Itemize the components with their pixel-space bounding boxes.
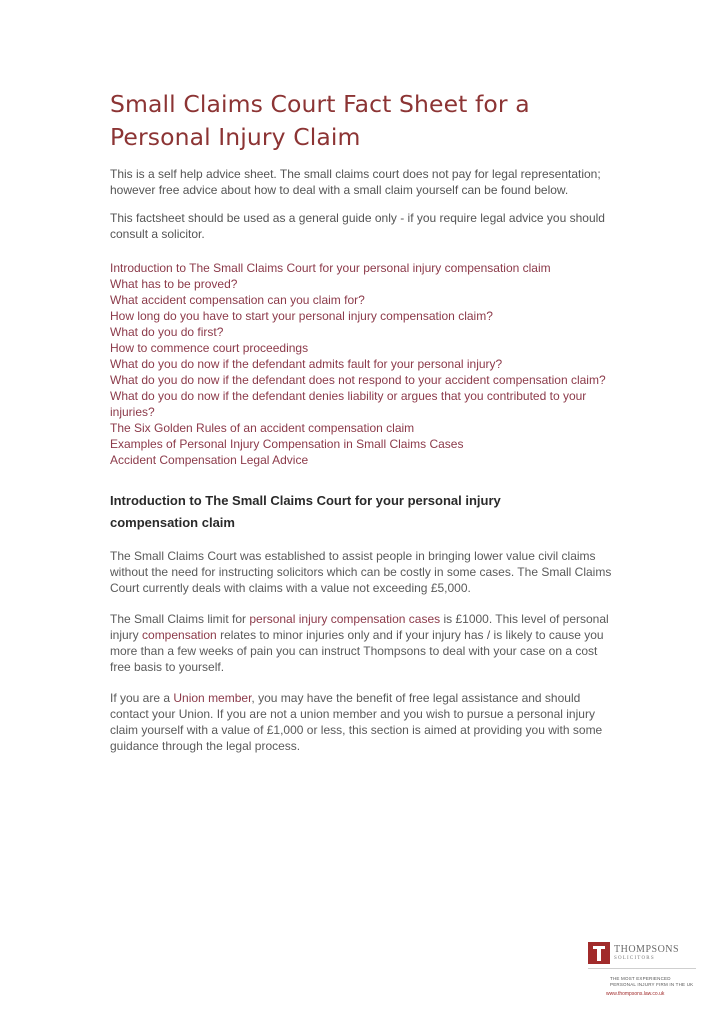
toc-link-what-compensation[interactable]: What accident compensation can you claim for? [110,293,365,307]
intro-paragraph-2: This factsheet should be used as a general guide only - if you require legal advice you should consult a solicitor. [110,211,605,241]
toc-link-legal-advice[interactable]: Accident Compensation Legal Advice [110,453,309,467]
toc-link-defendant-admits[interactable]: What do you do now if the defendant admits fault for your personal injury? [110,357,503,371]
toc-item [110,356,615,372]
paragraph-text: is £1000. This level of personal injury [110,612,609,642]
toc-item [110,388,615,420]
toc-link-commence-proceedings[interactable]: How to commence court proceedings [110,341,309,355]
personal-injury-compensation-cases-link[interactable]: personal injury compensation cases [249,612,441,626]
section-paragraph-3 [110,690,615,754]
thompsons-logo [588,942,698,1004]
logo-subtitle: SOLICITORS [614,956,655,961]
section-heading-introduction: Introduction to The Small Claims Court for your personal injury compensation claim [110,493,501,530]
toc-link-what-first[interactable]: What do you do first? [110,325,224,339]
paragraph-text: The Small Claims limit for [110,612,250,626]
section-paragraph-2 [110,611,615,675]
toc-item [110,308,615,324]
logo-divider [588,968,696,969]
toc-item [110,324,615,340]
toc-link-defendant-no-response[interactable]: What do you do now if the defendant does not respond to your accident compensation claim? [110,373,606,387]
logo-website-link[interactable]: www.thompsons.law.co.uk [606,991,665,997]
page-title: Small Claims Court Fact Sheet for a Personal Injury Claim [110,90,530,151]
logo-name: THOMPSONS [614,944,680,955]
logo-tagline-2: PERSONAL INJURY FIRM IN THE UK [610,982,694,987]
intro-paragraph-1: This is a self help advice sheet. The small claims court does not pay for legal representation; however free advice about how to deal with a small claim yourself can be found below. [110,167,601,197]
paragraph-text: If you are a [110,691,174,705]
section-paragraph-1: The Small Claims Court was established to assist people in bringing lower value civil claims without the need for instructing solicitors which can be costly in some cases. The Small Claims Court currently deals with claims with a value not exceeding £5,000. [110,549,612,595]
compensation-link[interactable]: compensation [142,628,217,642]
toc-item [110,452,615,468]
toc-item [110,372,615,388]
toc-link-defendant-denies[interactable]: What do you do now if the defendant denies liability or argues that you contributed to your injuries? [110,389,587,419]
fact-sheet-page [110,88,615,754]
toc-link-what-has-to-be-proved[interactable]: What has to be proved? [110,277,238,291]
table-of-contents [110,260,615,468]
toc-item [110,276,615,292]
toc-item [110,340,615,356]
union-member-link[interactable]: Union member [173,691,252,705]
toc-item [110,292,615,308]
toc-item [110,436,615,452]
toc-link-six-golden-rules[interactable]: The Six Golden Rules of an accident compensation claim [110,421,415,435]
toc-link-how-long[interactable]: How long do you have to start your personal injury compensation claim? [110,309,493,323]
toc-item [110,260,615,276]
logo-tagline-1: THE MOST EXPERIENCED [610,976,671,981]
thompsons-t-logo-icon [588,942,610,964]
paragraph-text: relates to minor injuries only and if your injury has / is likely to cause you more than a few weeks of pain you can instruct Thompsons to deal with your case on a cost free basis to yourself. [110,628,604,674]
toc-link-introduction[interactable]: Introduction to The Small Claims Court for your personal injury compensation claim [110,261,551,275]
paragraph-text: , you may have the benefit of free legal assistance and should contact your Union. If you are not a union member and you wish to pursue a personal injury claim yourself with a value of £1,000 or less, this section is aimed at providing you with some guidance through the legal process. [110,691,603,753]
toc-link-examples[interactable]: Examples of Personal Injury Compensation in Small Claims Cases [110,437,464,451]
toc-item [110,420,615,436]
